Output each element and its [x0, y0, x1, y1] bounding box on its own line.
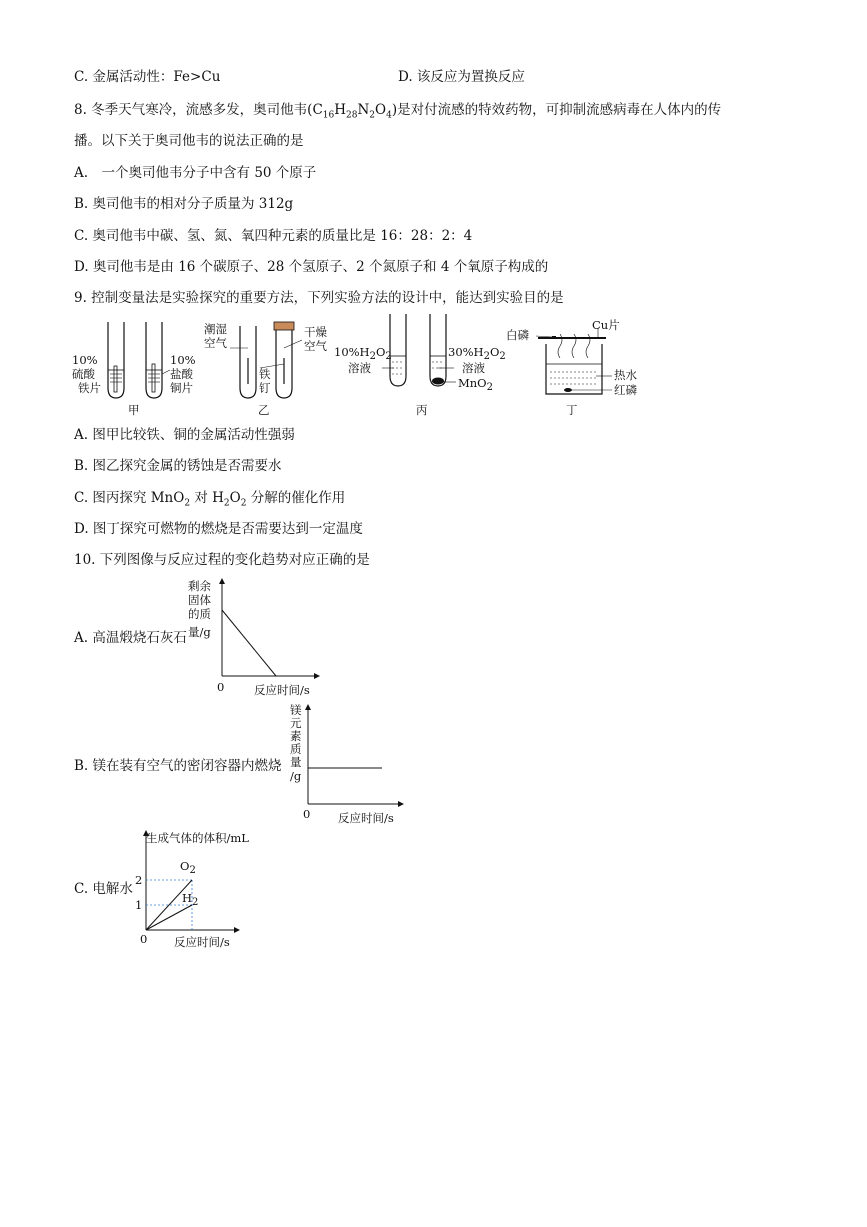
bing-caption: 丙: [416, 403, 428, 417]
figure-ding: [502, 316, 652, 420]
yi-caption: 乙: [258, 403, 270, 417]
q7-option-d: D. 该反应为置换反应: [398, 69, 525, 85]
yi-nail-label-2: 钉: [259, 381, 271, 395]
chart-c-series: [146, 880, 192, 930]
figure-bing: [334, 310, 514, 420]
ding-cu-label: Cu片: [592, 318, 620, 332]
chart-b-ylabel-4: 质: [290, 742, 302, 756]
bing-right-label-line2: 溶液: [462, 361, 485, 375]
yi-dry-label-2: 空气: [304, 339, 327, 353]
chart-b-xlabel: 反应时间/s: [338, 811, 394, 825]
q10-option-b: B. 镁在装有空气的密闭容器内燃烧: [74, 758, 282, 774]
jia-caption: 甲: [128, 403, 140, 417]
chart-b-x-arrow: [398, 801, 404, 807]
chart-a-ylabel-3: 的质: [188, 607, 211, 621]
chart-a-origin: 0: [217, 680, 225, 694]
ding-red-p-label: 红磷: [614, 383, 637, 397]
q9-stem: 9. 控制变量法是实验探究的重要方法，下列实验方法的设计中，能达到实验目的是: [74, 290, 564, 306]
ding-white-p-label: 白磷: [506, 328, 529, 342]
chart-b-ylabel-5: 量: [290, 755, 302, 769]
yi-wet-label-2: 空气: [204, 336, 227, 350]
jia-left-label-1: 10%: [72, 353, 98, 367]
chart-c-x-arrow: [234, 927, 240, 933]
chart-a-ylabel-2: 固体: [188, 593, 211, 607]
chart-c-series-label-o2: O2: [180, 859, 196, 876]
jia-left-label-3: 铁片: [78, 381, 101, 395]
chart-a-xlabel: 反应时间/s: [254, 683, 310, 697]
jia-left-label-2: 硫酸: [72, 367, 95, 381]
chart-c-ytick-2: 2: [135, 873, 143, 887]
chart-c-origin: 0: [140, 932, 148, 946]
q8-option-b: B. 奥司他韦的相对分子质量为 312g: [74, 196, 294, 212]
figure-jia: [70, 318, 200, 418]
q9-option-b: B. 图乙探究金属的锈蚀是否需要水: [74, 458, 282, 474]
chart-b-ylabel-1: 镁: [290, 703, 302, 717]
chart-a-y-arrow: [219, 578, 225, 584]
ding-caption: 丁: [566, 403, 578, 417]
yi-dry-label-1: 干燥: [304, 325, 327, 339]
chart-c-series-line-h2: [146, 905, 192, 930]
yi-nail-label-1: 铁: [259, 367, 271, 381]
ding-hot-water-label: 热水: [614, 368, 637, 382]
q9-option-d: D. 图丁探究可燃物的燃烧是否需要达到一定温度: [74, 521, 363, 537]
chart-b-y-arrow: [305, 704, 311, 710]
chart-a-x-arrow: [314, 673, 320, 679]
chart-c-series-line-o2: [146, 880, 192, 930]
bing-left-label-line1: 10%H2O2: [334, 345, 392, 362]
q8-stem-line1: 8. 冬季天气寒冷，流感多发，奥司他韦$(C_{16}H_{28}N_2O_4)$是对付流感的特效药物，可抑制流感病毒在人体内的传: [74, 102, 722, 121]
chart-b-origin: 0: [303, 807, 311, 821]
bing-right-label-line1: 30%H2O2: [448, 345, 506, 362]
chart-a-ylabel-1: 剩余: [188, 579, 211, 593]
bing-left-label-line2: 溶液: [348, 361, 371, 375]
q8-option-d: D. 奥司他韦是由 16 个碳原子、28 个氢原子、2 个氮原子和 4 个氧原子构成的: [74, 259, 549, 275]
chart-b-ylabel-6: /g: [290, 769, 302, 783]
q10-option-c: C. 电解水: [74, 881, 133, 897]
chart-c: [130, 826, 290, 950]
figure-yi: [200, 318, 340, 418]
q7-option-c: C. 金属活动性：Fe>Cu: [74, 69, 221, 85]
jia-right-label-1: 10%: [170, 353, 196, 367]
q9-option-a: A. 图甲比较铁、铜的金属活动性强弱: [74, 427, 295, 443]
chart-c-ytick-1: 1: [135, 898, 143, 912]
q9-option-c: C. 图丙探究 MnO$_2$ 对 $H_2O_2$ 分解的催化作用: [74, 490, 346, 509]
chart-b-ylabel-3: 素: [290, 729, 302, 743]
jia-right-label-2: 盐酸: [170, 367, 193, 381]
yi-wet-label-1: 潮湿: [204, 322, 227, 336]
chart-c-ylabel: 生成气体的体积/mL: [146, 831, 249, 845]
q10-stem: 10. 下列图像与反应过程的变化趋势对应正确的是: [74, 552, 370, 568]
q8-option-c: C. 奥司他韦中碳、氢、氮、氧四种元素的质量比是 16：28：2：4: [74, 228, 473, 244]
q10-option-a: A. 高温煅烧石灰石: [74, 630, 187, 646]
q8-stem-line2: 播。以下关于奥司他韦的说法正确的是: [74, 133, 304, 149]
chart-a: [186, 576, 346, 700]
chart-a-ylabel-4: 量/g: [188, 625, 211, 639]
chart-b-ylabel-2: 元: [290, 716, 302, 730]
chart-c-series-label-h2: H2: [182, 891, 199, 908]
chart-b: [286, 702, 416, 828]
bing-right-label-line3: MnO2: [458, 376, 493, 393]
q8-option-a: A. 一个奥司他韦分子中含有 50 个原子: [74, 165, 317, 181]
chart-c-xlabel: 反应时间/s: [174, 935, 230, 949]
jia-right-label-3: 铜片: [170, 381, 193, 395]
chart-a-series-line: [222, 610, 276, 676]
